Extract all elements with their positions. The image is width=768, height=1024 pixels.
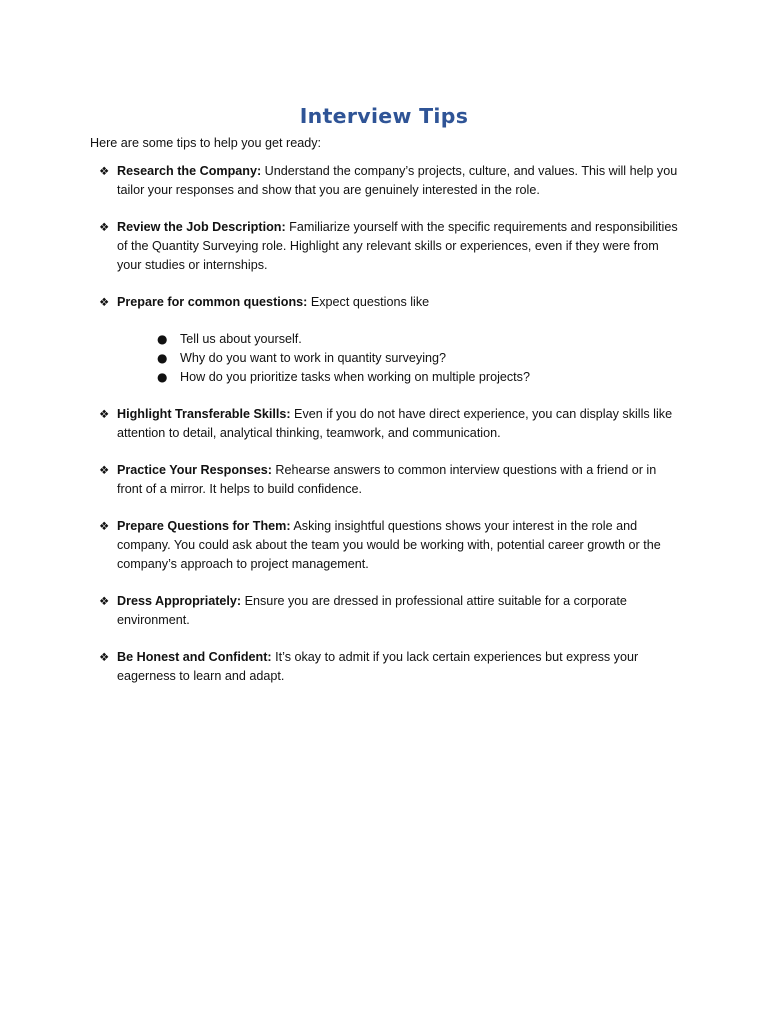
tip-heading: Research the Company: xyxy=(117,164,262,178)
tip-text: Expect questions like xyxy=(307,295,430,309)
diamond-bullet-icon: ❖ xyxy=(99,164,110,178)
round-bullet-icon: ● xyxy=(157,351,168,365)
tip-text: Understand the company’s projects, culture, and values. This will help you tailor your responses and show that you are genuinely interested in the role. xyxy=(117,164,678,197)
diamond-bullet-icon: ❖ xyxy=(99,407,110,421)
tip-text: It’s okay to admit if you lack certain experiences but express your eagerness to learn and adapt. xyxy=(117,650,639,683)
sublist-item xyxy=(117,349,679,368)
tip-text: Even if you do not have direct experience, you can display skills like attention to detail, analytical thinking, teamwork, and communication. xyxy=(117,407,673,440)
tip-heading: Prepare Questions for Them: xyxy=(117,519,291,533)
tip-heading: Dress Appropriately: xyxy=(117,594,242,608)
tip-heading: Review the Job Description: xyxy=(117,220,286,234)
tip-heading: Highlight Transferable Skills: xyxy=(117,407,291,421)
tip-text: Asking insightful questions shows your interest in the role and company. You could ask about the team you would be working with, potential career growth or the company’s approach to project management. xyxy=(117,519,661,571)
sublist-item xyxy=(117,330,679,349)
tip-heading: Prepare for common questions: xyxy=(117,295,308,309)
tips-list xyxy=(0,162,768,704)
tip-item xyxy=(0,592,679,630)
sublist-item xyxy=(117,368,679,387)
round-bullet-icon: ● xyxy=(157,332,168,346)
tip-item xyxy=(0,648,679,686)
tip-item xyxy=(0,461,679,499)
diamond-bullet-icon: ❖ xyxy=(99,463,110,477)
diamond-bullet-icon: ❖ xyxy=(99,519,110,533)
tip-item xyxy=(0,293,679,387)
tip-item xyxy=(0,517,679,574)
tip-item xyxy=(0,162,679,200)
diamond-bullet-icon: ❖ xyxy=(99,594,110,608)
sublist-item-text: Why do you want to work in quantity surveying? xyxy=(180,351,446,365)
tip-heading: Practice Your Responses: xyxy=(117,463,272,477)
tip-item xyxy=(0,218,679,275)
diamond-bullet-icon: ❖ xyxy=(99,650,110,664)
tip-heading: Be Honest and Confident: xyxy=(117,650,272,664)
diamond-bullet-icon: ❖ xyxy=(99,220,110,234)
question-sublist xyxy=(117,330,679,387)
tip-text: Rehearse answers to common interview questions with a friend or in front of a mirror. It helps to build confidence. xyxy=(117,463,657,496)
intro-text: Here are some tips to help you get ready: xyxy=(90,136,322,150)
tip-text: Ensure you are dressed in professional attire suitable for a corporate environment. xyxy=(117,594,627,627)
tip-text: Familiarize yourself with the specific requirements and responsibilities of the Quantity Surveying role. Highlight any relevant skills or experiences, even if they were from your studies or internships. xyxy=(117,220,678,272)
tip-item xyxy=(0,405,679,443)
sublist-item-text: How do you prioritize tasks when working on multiple projects? xyxy=(180,370,530,384)
round-bullet-icon: ● xyxy=(157,370,168,384)
page-title: Interview Tips xyxy=(299,104,469,128)
diamond-bullet-icon: ❖ xyxy=(99,295,110,309)
sublist-item-text: Tell us about yourself. xyxy=(180,332,302,346)
